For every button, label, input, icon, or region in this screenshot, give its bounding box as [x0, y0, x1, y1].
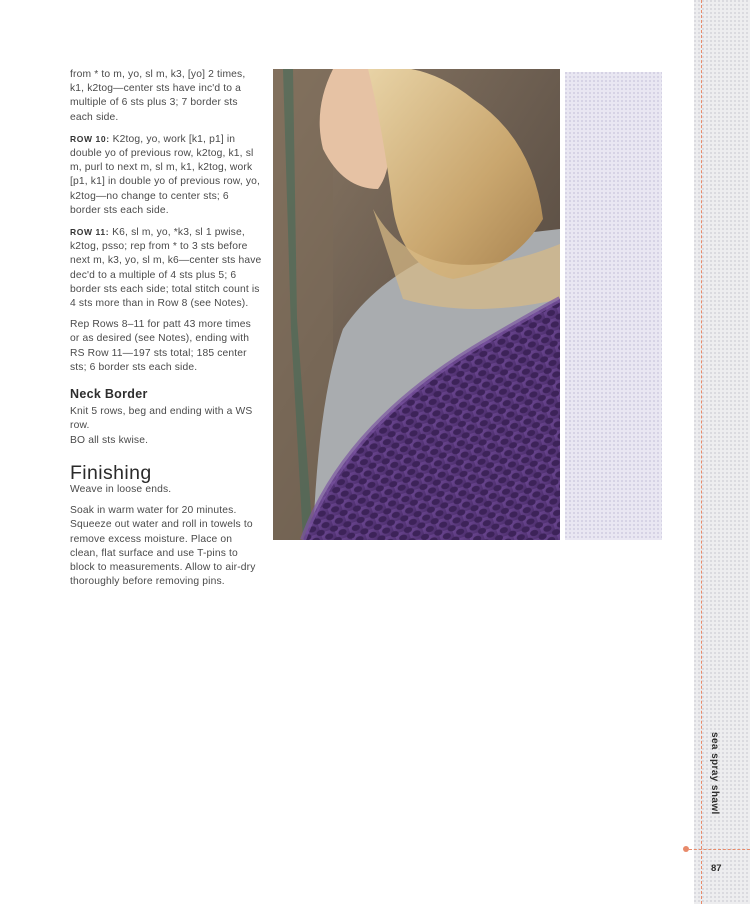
row-10-text: K2tog, yo, work [k1, p1] in double yo of previous row, k2tog, k1, sl m, purl to next m, sl m, k1, k2tog, work [p1, k1] in double yo of previous row, yo, k2tog—no change to center sts; 6 border sts each side.	[70, 133, 261, 216]
running-head: sea spray shawl	[709, 732, 720, 815]
vertical-dashed-rule	[701, 0, 702, 904]
lace-swatch-image	[565, 72, 662, 540]
row-11-text: K6, sl m, yo, *k3, sl 1 pwise, k2tog, psso; rep from * to 3 sts before next m, k3, yo, sl m, k6—center sts have dec'd to a multiple of 4 sts plus 5; 6 border sts each side; total stitch count is 4 sts more than in Row 8 (see Notes).	[70, 227, 262, 310]
neck-border-heading: Neck Border	[70, 387, 148, 402]
finishing-line-1: Weave in loose ends.	[70, 484, 172, 496]
row-10-label: ROW 10:	[70, 133, 110, 144]
finishing-heading: Finishing	[70, 461, 152, 484]
shawl-photo	[273, 69, 560, 540]
row-11-label: ROW 11:	[70, 227, 110, 238]
rule-marker-dot	[683, 846, 689, 852]
neck-border-line-1: Knit 5 rows, beg and ending with a WS row.	[70, 406, 253, 432]
neck-border-line-2: BO all sts kwise.	[70, 434, 149, 446]
row-11-instruction	[70, 225, 262, 311]
instruction-paragraph: from * to m, yo, sl m, k3, [yo] 2 times, k1, k2tog—center sts have inc'd to a multiple of 6 sts plus 3; 7 border sts each side.	[70, 69, 246, 123]
page-number: 87	[711, 863, 722, 874]
horizontal-dashed-rule	[689, 849, 750, 850]
finishing-line-2: Soak in warm water for 20 minutes. Squeeze out water and roll in towels to remove excess moisture. Place on clean, flat surface and use T-pins to block to measurements. Allow to air-dry thoroughly before removing pins.	[70, 505, 256, 588]
side-margin-strip	[694, 0, 750, 904]
repeat-instruction: Rep Rows 8–11 for patt 43 more times or as desired (see Notes), ending with RS Row 11—197 sts total; 185 center sts; 6 border sts each side.	[70, 319, 251, 373]
instructions-column	[70, 68, 262, 597]
row-10-instruction	[70, 132, 262, 218]
